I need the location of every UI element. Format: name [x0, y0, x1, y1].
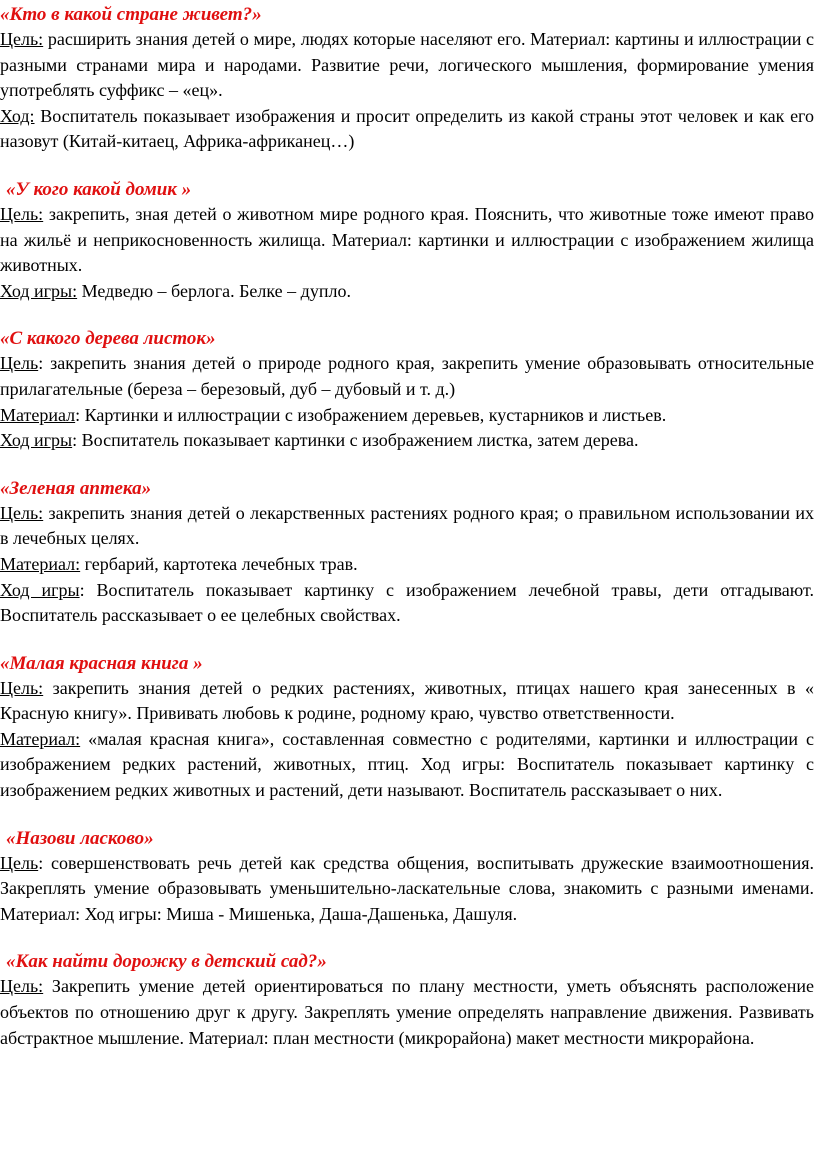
material-paragraph — [0, 403, 814, 429]
procedure-text: : Воспитатель показывает картинки с изображением листка, затем дерева. — [72, 430, 639, 451]
game-section-2 — [0, 177, 814, 304]
goal-label: Цель — [0, 353, 39, 374]
procedure-text: Медведю – берлога. Белке – дупло. — [77, 280, 351, 301]
procedure-text: : Воспитатель показывает картинку с изображением лечебной травы, дети отгадывают. Воспитатель рассказывает о ее целебных свойствах. — [0, 579, 814, 626]
goal-paragraph — [0, 974, 814, 1051]
goal-paragraph — [0, 351, 814, 402]
section-gap — [0, 155, 814, 177]
section-gap — [0, 304, 814, 326]
game-title: «С какого дерева листок» — [0, 328, 216, 350]
goal-paragraph — [0, 202, 814, 279]
game-title: «Как найти дорожку в детский сад?» — [6, 951, 327, 973]
material-paragraph — [0, 552, 814, 578]
material-text: «малая красная книга», составленная совместно с родителями, картинки и иллюстрации с изображением редких растений, животных, птиц. Ход игры: Воспитатель показывает картинку с изображением редких животных и растений, дети называют. Воспитатель рассказывает о них. — [0, 728, 814, 801]
procedure-label: Ход: — [0, 105, 35, 126]
goal-text: закрепить знания детей о редких растениях, животных, птицах нашего края занесенных в « Красную книгу». Прививать любовь к родине, родному краю, чувство ответственности. — [0, 677, 814, 724]
section-gap — [0, 629, 814, 651]
material-label: Материал: — [0, 728, 81, 749]
procedure-paragraph — [0, 104, 814, 155]
goal-paragraph — [0, 501, 814, 552]
material-label: Материал — [0, 404, 76, 425]
game-section-5 — [0, 651, 814, 804]
material-paragraph — [0, 727, 814, 804]
goal-label: Цель: — [0, 502, 44, 523]
goal-label: Цель: — [0, 203, 44, 224]
game-title: «Малая красная книга » — [0, 652, 203, 674]
goal-label: Цель: — [0, 976, 44, 997]
goal-text: закрепить, зная детей о животном мире родного края. Пояснить, что животные тоже имеют право на жильё и неприкосновенность жилища. Материал: картинки и иллюстрации с изображением жилища животных. — [0, 203, 814, 276]
game-section-3 — [0, 326, 814, 453]
section-gap — [0, 804, 814, 826]
material-label: Материал: — [0, 553, 81, 574]
procedure-label: Ход игры — [0, 579, 80, 600]
game-title: «Кто в какой стране живет?» — [0, 4, 262, 25]
goal-text: расширить знания детей о мире, людях которые населяют его. Материал: картины и иллюстрации с разными странами мира и народами. Развитие речи, логического мышления, формирование умения употреблять суффикс – «ец». — [0, 29, 814, 101]
goal-label: Цель: — [0, 29, 44, 49]
game-title: «Назови ласково» — [6, 827, 154, 849]
procedure-text: Воспитатель показывает изображения и просит определить из какой страны этот человек и как его назовут (Китай-китаец, Африка-африканец…) — [0, 105, 814, 152]
procedure-label: Ход игры — [0, 430, 73, 451]
goal-text: Закрепить умение детей ориентироваться по плану местности, уметь объяснять расположение объектов по отношению друг к другу. Закреплять умение определять направление движения. Развивать абстрактное мышление. Материал: план местности (микрорайона) макет местности микрорайона. — [0, 976, 814, 1048]
material-text: : Картинки и иллюстрации с изображением деревьев, кустарников и листьев. — [75, 404, 667, 425]
game-section-4 — [0, 476, 814, 629]
section-gap — [0, 927, 814, 949]
goal-paragraph — [0, 676, 814, 727]
procedure-label: Ход игры: — [0, 280, 78, 301]
game-section-6 — [0, 826, 814, 928]
game-section-7 — [0, 949, 814, 1051]
material-text: гербарий, картотека лечебных трав. — [80, 553, 358, 574]
goal-text: : совершенствовать речь детей как средства общения, воспитывать дружеские взаимоотношения. Закреплять умение образовывать уменьшительно-ласкательные слова, знакомить с разными именами. Материал: Ход игры: Миша - Мишенька, Даша-Дашенька, Дашуля. — [0, 852, 814, 924]
game-section-1 — [0, 0, 814, 155]
goal-paragraph — [0, 851, 814, 928]
procedure-paragraph — [0, 279, 814, 305]
goal-text: : закрепить знания детей о природе родного края, закрепить умение образовывать относительные прилагательные (береза – березовый, дуб – дубовый и т. д.) — [0, 353, 814, 399]
game-title: «Зеленая аптека» — [0, 477, 152, 499]
procedure-paragraph — [0, 578, 814, 629]
section-gap — [0, 454, 814, 476]
game-title: «У кого какой домик » — [6, 178, 192, 200]
goal-label: Цель: — [0, 677, 44, 698]
goal-text: закрепить знания детей о лекарственных растениях родного края; о правильном использовании их в лечебных целях. — [0, 502, 814, 549]
goal-label: Цель — [0, 852, 39, 873]
goal-paragraph — [0, 27, 814, 104]
procedure-paragraph — [0, 428, 814, 454]
